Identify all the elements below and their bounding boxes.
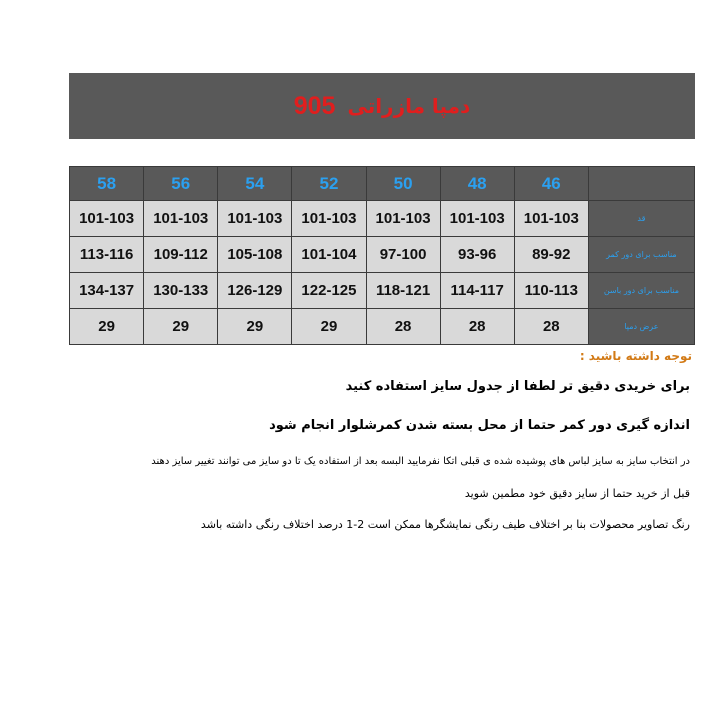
note-line: قبل از خرید حتما از سایز دقیق خود مطمین شوید xyxy=(464,487,690,500)
size-header-cell: 52 xyxy=(292,167,366,201)
note-line: رنگ تصاویر محصولات بنا بر اختلاف طیف رنگی نمایشگرها ممکن است 2-1 درصد اختلاف رنگی داشته باشد xyxy=(200,518,690,531)
table-cell: 101-103 xyxy=(70,201,144,237)
row-label: مناسب برای دور کمر xyxy=(588,237,694,273)
header-corner-cell xyxy=(588,167,694,201)
table-cell: 101-103 xyxy=(292,201,366,237)
row-label: مناسب برای دور باسن xyxy=(588,273,694,309)
table-cell: 89-92 xyxy=(514,237,588,273)
product-name: دمپا مازراتی xyxy=(347,94,471,118)
table-cell: 28 xyxy=(440,309,514,345)
table-cell: 29 xyxy=(144,309,218,345)
notes-heading: توجه داشته باشید : xyxy=(579,349,692,363)
table-cell: 109-112 xyxy=(144,237,218,273)
table-row-hem-width xyxy=(70,309,695,345)
row-label: عرض دمپا xyxy=(588,309,694,345)
note-line: اندازه گیری دور کمر حتما از محل بسته شدن کمرشلوار انجام شود xyxy=(269,418,690,433)
size-header-cell: 56 xyxy=(144,167,218,201)
table-cell: 28 xyxy=(514,309,588,345)
product-code: 905 xyxy=(293,91,336,120)
table-cell: 101-103 xyxy=(218,201,292,237)
size-header-cell: 50 xyxy=(366,167,440,201)
table-cell: 97-100 xyxy=(366,237,440,273)
size-header-cell: 54 xyxy=(218,167,292,201)
note-line: برای خریدی دقیق تر لطفا از جدول سایز استفاده کنید xyxy=(345,379,690,394)
table-cell: 110-113 xyxy=(514,273,588,309)
table-cell: 101-103 xyxy=(514,201,588,237)
table-cell: 105-108 xyxy=(218,237,292,273)
table-row-height xyxy=(70,201,695,237)
row-label: قد xyxy=(588,201,694,237)
table-cell: 122-125 xyxy=(292,273,366,309)
size-table xyxy=(69,166,695,345)
table-cell: 118-121 xyxy=(366,273,440,309)
table-cell: 93-96 xyxy=(440,237,514,273)
table-cell: 29 xyxy=(70,309,144,345)
table-cell: 28 xyxy=(366,309,440,345)
table-cell: 101-104 xyxy=(292,237,366,273)
size-header-cell: 46 xyxy=(514,167,588,201)
table-cell: 130-133 xyxy=(144,273,218,309)
title-banner xyxy=(69,73,695,139)
table-cell: 101-103 xyxy=(366,201,440,237)
table-cell: 29 xyxy=(218,309,292,345)
table-cell: 101-103 xyxy=(440,201,514,237)
size-header-row xyxy=(70,167,695,201)
table-cell: 113-116 xyxy=(70,237,144,273)
size-header-cell: 58 xyxy=(70,167,144,201)
table-row-waist xyxy=(70,237,695,273)
table-cell: 29 xyxy=(292,309,366,345)
size-header-cell: 48 xyxy=(440,167,514,201)
table-cell: 134-137 xyxy=(70,273,144,309)
table-row-hip xyxy=(70,273,695,309)
table-cell: 101-103 xyxy=(144,201,218,237)
table-cell: 126-129 xyxy=(218,273,292,309)
note-line: در انتخاب سایز به سایز لباس های پوشیده شده ی قبلی اتکا نفرمایید البسه بعد از استفاده یک تا دو سایز می توانند تغییر سایز دهند xyxy=(151,456,690,467)
table-cell: 114-117 xyxy=(440,273,514,309)
